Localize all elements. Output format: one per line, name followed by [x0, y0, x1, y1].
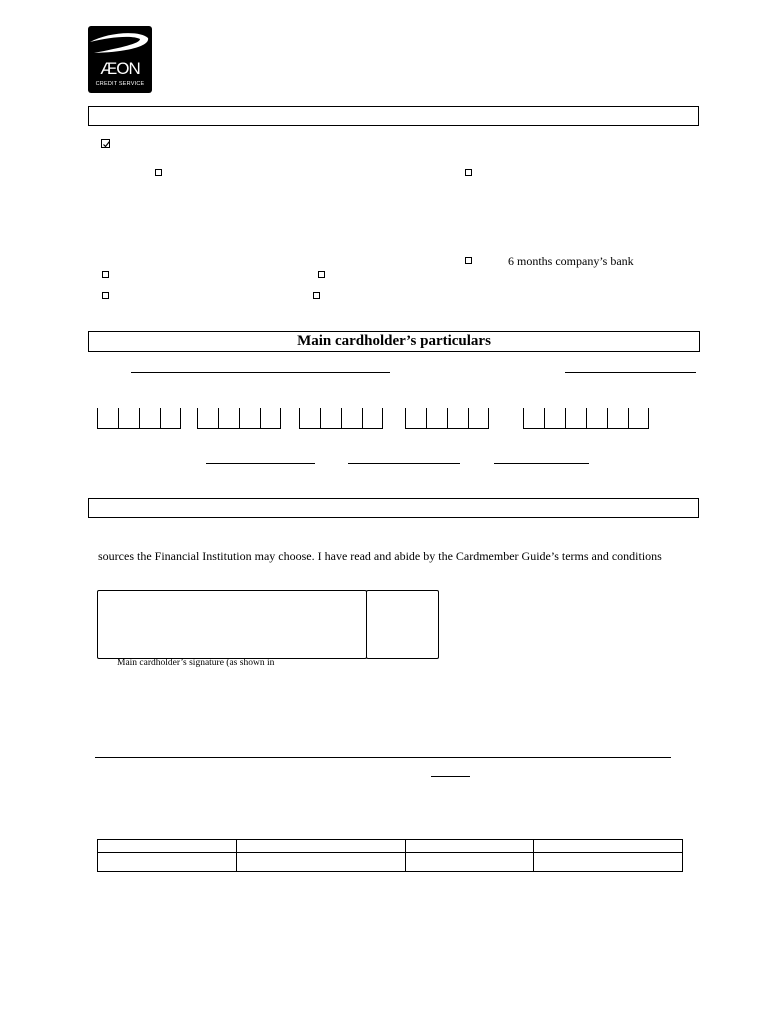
section-2-header [88, 331, 700, 352]
checkbox-option-e[interactable] [102, 292, 109, 299]
digit-box[interactable] [565, 408, 586, 429]
name-field-line[interactable] [131, 372, 390, 373]
date-line-3[interactable] [494, 463, 589, 464]
digit-box[interactable] [586, 408, 607, 429]
digit-box[interactable] [239, 408, 260, 429]
digit-box[interactable] [426, 408, 447, 429]
digit-group-3[interactable] [299, 408, 383, 429]
table-cell[interactable] [98, 840, 237, 853]
section-1-header [88, 106, 699, 126]
digit-box[interactable] [468, 408, 489, 429]
digit-box[interactable] [607, 408, 628, 429]
company-bank-statement-label: 6 months company’s bank [508, 254, 634, 268]
digit-box[interactable] [320, 408, 341, 429]
digit-group-1[interactable] [97, 408, 181, 429]
digit-box[interactable] [341, 408, 362, 429]
long-divider-line [95, 757, 671, 758]
table-cell[interactable] [534, 853, 683, 872]
table-cell[interactable] [236, 840, 406, 853]
table-cell[interactable] [534, 840, 683, 853]
table-cell[interactable] [406, 853, 534, 872]
signature-caption: Main cardholder’s signature (as shown in [117, 658, 275, 668]
checkbox-option-b[interactable] [465, 169, 472, 176]
digit-group-4[interactable] [405, 408, 489, 429]
table-row [98, 853, 683, 872]
section-3-header [88, 498, 699, 518]
declaration-text: sources the Financial Institution may choose. I have read and abide by the Cardmember Guide’s terms and conditions [98, 549, 662, 563]
digit-box[interactable] [447, 408, 468, 429]
digit-group-2[interactable] [197, 408, 281, 429]
date-box[interactable] [366, 590, 439, 659]
table-cell[interactable] [406, 840, 534, 853]
digit-box[interactable] [362, 408, 383, 429]
checkbox-option-d[interactable] [318, 271, 325, 278]
checkbox-option-a[interactable] [155, 169, 162, 176]
digit-box[interactable] [299, 408, 320, 429]
section-2-title: Main cardholder’s particulars [297, 333, 491, 349]
checkbox-option-c[interactable] [102, 271, 109, 278]
digit-box[interactable] [160, 408, 181, 429]
table-cell[interactable] [236, 853, 406, 872]
logo-tagline-text: CREDIT SERVICE [95, 81, 145, 87]
digit-box[interactable] [260, 408, 281, 429]
office-use-table [97, 839, 683, 872]
date-line-1[interactable] [206, 463, 315, 464]
field-line-right[interactable] [565, 372, 696, 373]
aeon-logo [88, 26, 152, 93]
digit-box[interactable] [118, 408, 139, 429]
checkbox-checked-icon [102, 140, 111, 149]
table-cell[interactable] [98, 853, 237, 872]
digit-box[interactable] [218, 408, 239, 429]
table-row [98, 840, 683, 853]
signature-box[interactable] [97, 590, 367, 659]
logo-brand-text: ÆON [100, 59, 140, 78]
digit-box[interactable] [544, 408, 565, 429]
digit-box[interactable] [405, 408, 426, 429]
checkbox-checked[interactable] [101, 139, 110, 148]
digit-box[interactable] [139, 408, 160, 429]
checkbox-company-bank-statement[interactable] [465, 257, 472, 264]
date-line-2[interactable] [348, 463, 460, 464]
digit-group-5[interactable] [523, 408, 649, 429]
digit-box[interactable] [97, 408, 118, 429]
checkbox-option-f[interactable] [313, 292, 320, 299]
digit-box[interactable] [628, 408, 649, 429]
digit-box[interactable] [197, 408, 218, 429]
short-field-line[interactable] [431, 776, 470, 777]
digit-box[interactable] [523, 408, 544, 429]
